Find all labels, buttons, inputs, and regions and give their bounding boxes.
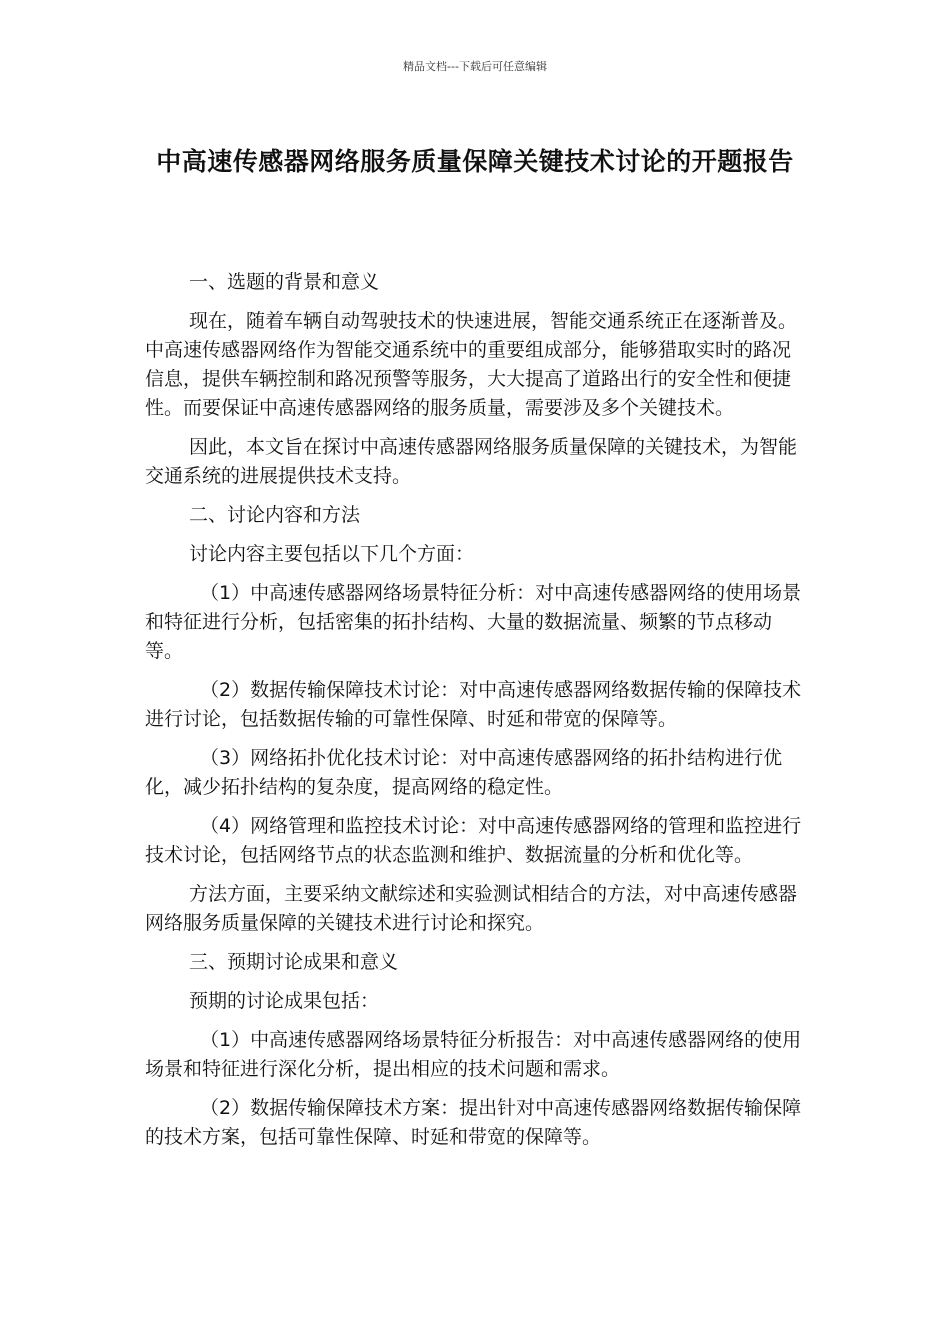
document-title: 中高速传感器网络服务质量保障关键技术讨论的开题报告 xyxy=(156,147,794,176)
list-item-3: （3）网络拓扑优化技术讨论：对中高速传感器网络的拓扑结构进行优化，减少拓扑结构的复杂度，提高网络的稳定性。 xyxy=(145,747,783,798)
document-body xyxy=(145,268,807,1162)
list-item-2: （2）数据传输保障技术讨论：对中高速传感器网络数据传输的保障技术进行讨论，包括数据传输的可靠性保障、时延和带宽的保障等。 xyxy=(145,679,802,730)
section-heading-expected-results: 三、预期讨论成果和意义 xyxy=(189,951,399,973)
section-heading-content-methods: 二、讨论内容和方法 xyxy=(189,504,361,526)
paragraph-content-intro: 讨论内容主要包括以下几个方面： xyxy=(189,543,475,565)
section-heading-background: 一、选题的背景和意义 xyxy=(189,271,380,293)
paragraph-results-intro: 预期的讨论成果包括： xyxy=(189,990,380,1012)
list-item-4: （4）网络管理和监控技术讨论：对中高速传感器网络的管理和监控进行技术讨论，包括网络节点的状态监测和维护、数据流量的分析和优化等。 xyxy=(145,815,802,866)
result-item-2: （2）数据传输保障技术方案：提出针对中高速传感器网络数据传输保障的技术方案，包括可靠性保障、时延和带宽的保障等。 xyxy=(145,1097,802,1148)
paragraph-background: 现在，随着车辆自动驾驶技术的快速进展，智能交通系统正在逐渐普及。中高速传感器网络作为智能交通系统中的重要组成部分，能够猎取实时的路况信息，提供车辆控制和路况预警等服务，大大提高了道路出行的安全性和便捷性。而要保证中高速传感器网络的服务质量，需要涉及多个关键技术。 xyxy=(145,310,798,419)
paragraph-purpose: 因此，本文旨在探讨中高速传感器网络服务质量保障的关键技术，为智能交通系统的进展提供技术支持。 xyxy=(145,436,798,487)
list-item-1: （1）中高速传感器网络场景特征分析：对中高速传感器网络的使用场景和特征进行分析，包括密集的拓扑结构、大量的数据流量、频繁的节点移动等。 xyxy=(145,582,802,662)
result-item-1: （1）中高速传感器网络场景特征分析报告：对中高速传感器网络的使用场景和特征进行深化分析，提出相应的技术问题和需求。 xyxy=(145,1029,802,1080)
paragraph-methods: 方法方面，主要采纳文献综述和实验测试相结合的方法，对中高速传感器网络服务质量保障的关键技术进行讨论和探究。 xyxy=(145,883,798,934)
header-note: 精品文档---下载后可任意编辑 xyxy=(403,60,547,73)
